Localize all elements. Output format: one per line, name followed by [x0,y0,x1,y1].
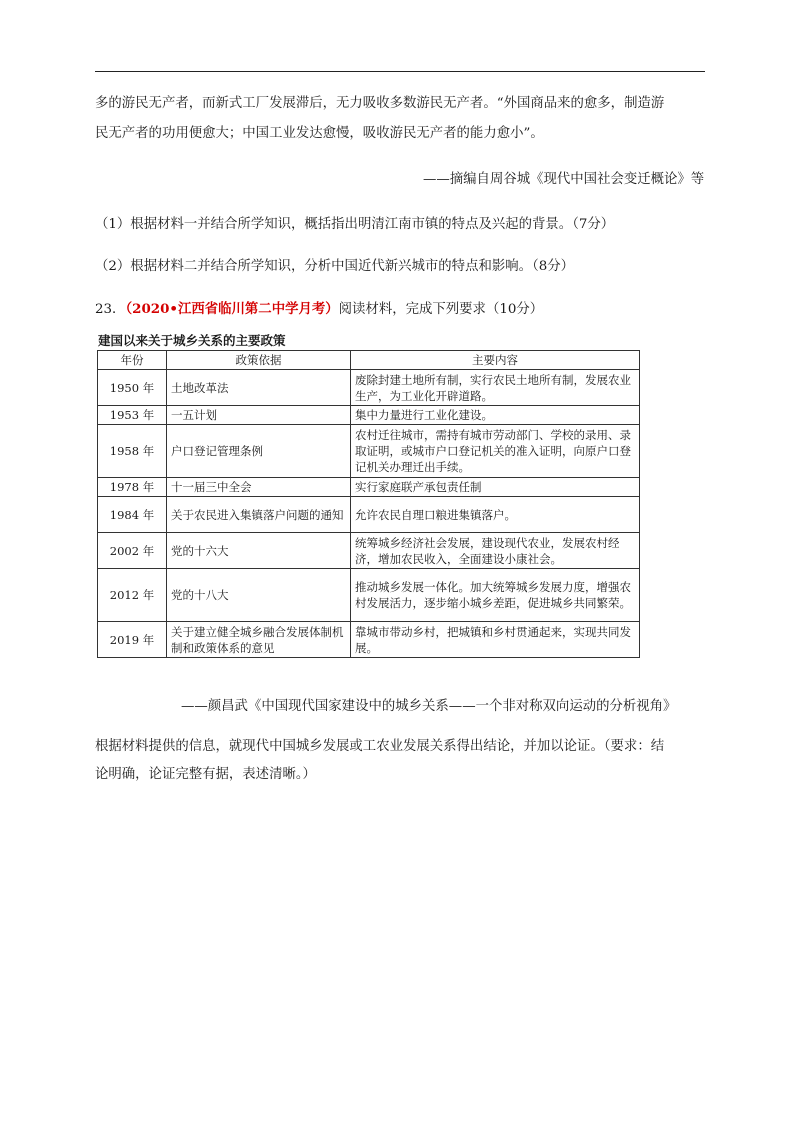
table-row [98,406,640,425]
cell-basis: 土地改革法 [167,370,351,406]
material-citation: ——摘编自周谷城《现代中国社会变迁概论》等 [423,172,705,187]
table-row [98,622,640,658]
prompt-line-2: 论明确，论证完整有据，表述清晰。） [95,767,316,782]
cell-year: 2012 年 [98,569,167,622]
header-basis: 政策依据 [167,351,351,370]
cell-content: 农村迁往城市，需持有城市劳动部门、学校的录用、录取证明，或城市户口登记机关的准入证明，向原户口登记机关办理迁出手续。 [351,425,640,478]
cell-year: 1978 年 [98,478,167,497]
table-row [98,425,640,478]
cell-basis: 关于农民进入集镇落户问题的通知 [167,497,351,533]
question-2: （2）根据材料二并结合所学知识，分析中国近代新兴城市的特点和影响。（8分） [95,259,575,274]
table-caption: 建国以来关于城乡关系的主要政策 [98,333,286,348]
cell-basis: 关于建立健全城乡融合发展体制机制和政策体系的意见 [167,622,351,658]
cell-basis: 一五计划 [167,406,351,425]
material-line-2: 民无产者的功用便愈大；中国工业发达愈慢，吸收游民无产者的能力愈小”。 [95,126,544,141]
cell-basis: 党的十六大 [167,533,351,569]
cell-year: 2002 年 [98,533,167,569]
table-row [98,533,640,569]
cell-content: 统筹城乡经济社会发展，建设现代农业，发展农村经济，增加农民收入，全面建设小康社会。 [351,533,640,569]
prompt-line-1: 根据材料提供的信息，就现代中国城乡发展或工农业发展关系得出结论，并加以论证。（要求：结 [95,739,665,754]
table-citation: ——颜昌武《中国现代国家建设中的城乡关系——一个非对称双向运动的分析视角》 [181,699,677,714]
question-1: （1）根据材料一并结合所学知识，概括指出明清江南市镇的特点及兴起的背景。（7分） [95,217,615,232]
cell-content: 靠城市带动乡村，把城镇和乡村贯通起来，实现共同发展。 [351,622,640,658]
header-year: 年份 [98,351,167,370]
header-content: 主要内容 [351,351,640,370]
table-row [98,370,640,406]
cell-basis: 十一届三中全会 [167,478,351,497]
cell-basis: 党的十八大 [167,569,351,622]
cell-content: 集中力量进行工业化建设。 [351,406,640,425]
question-instruction: 阅读材料，完成下列要求（10分） [338,302,544,317]
material-line-1: 多的游民无产者，而新式工厂发展滞后，无力吸收多数游民无产者。“外国商品来的愈多，制造游 [95,96,665,111]
cell-content: 允许农民自理口粮进集镇落户。 [351,497,640,533]
question-23-heading [95,299,543,320]
cell-year: 2019 年 [98,622,167,658]
cell-content: 废除封建土地所有制，实行农民土地所有制，发展农业生产，为工业化开辟道路。 [351,370,640,406]
policy-table [97,350,640,658]
question-prompt [95,733,710,789]
header-rule [95,71,705,72]
cell-year: 1953 年 [98,406,167,425]
cell-content: 实行家庭联产承包责任制 [351,478,640,497]
material-two-continuation [95,89,710,149]
question-source: （2020•江西省临川第二中学月考） [125,301,339,317]
cell-year: 1950 年 [98,370,167,406]
table-row [98,478,640,497]
question-number: 23． [95,302,126,317]
table-row [98,497,640,533]
table-header-row [98,351,640,370]
cell-year: 1958 年 [98,425,167,478]
cell-basis: 户口登记管理条例 [167,425,351,478]
table-row [98,569,640,622]
cell-year: 1984 年 [98,497,167,533]
cell-content: 推动城乡发展一体化。加大统筹城乡发展力度，增强农村发展活力，逐步缩小城乡差距，促进城乡共同繁荣。 [351,569,640,622]
